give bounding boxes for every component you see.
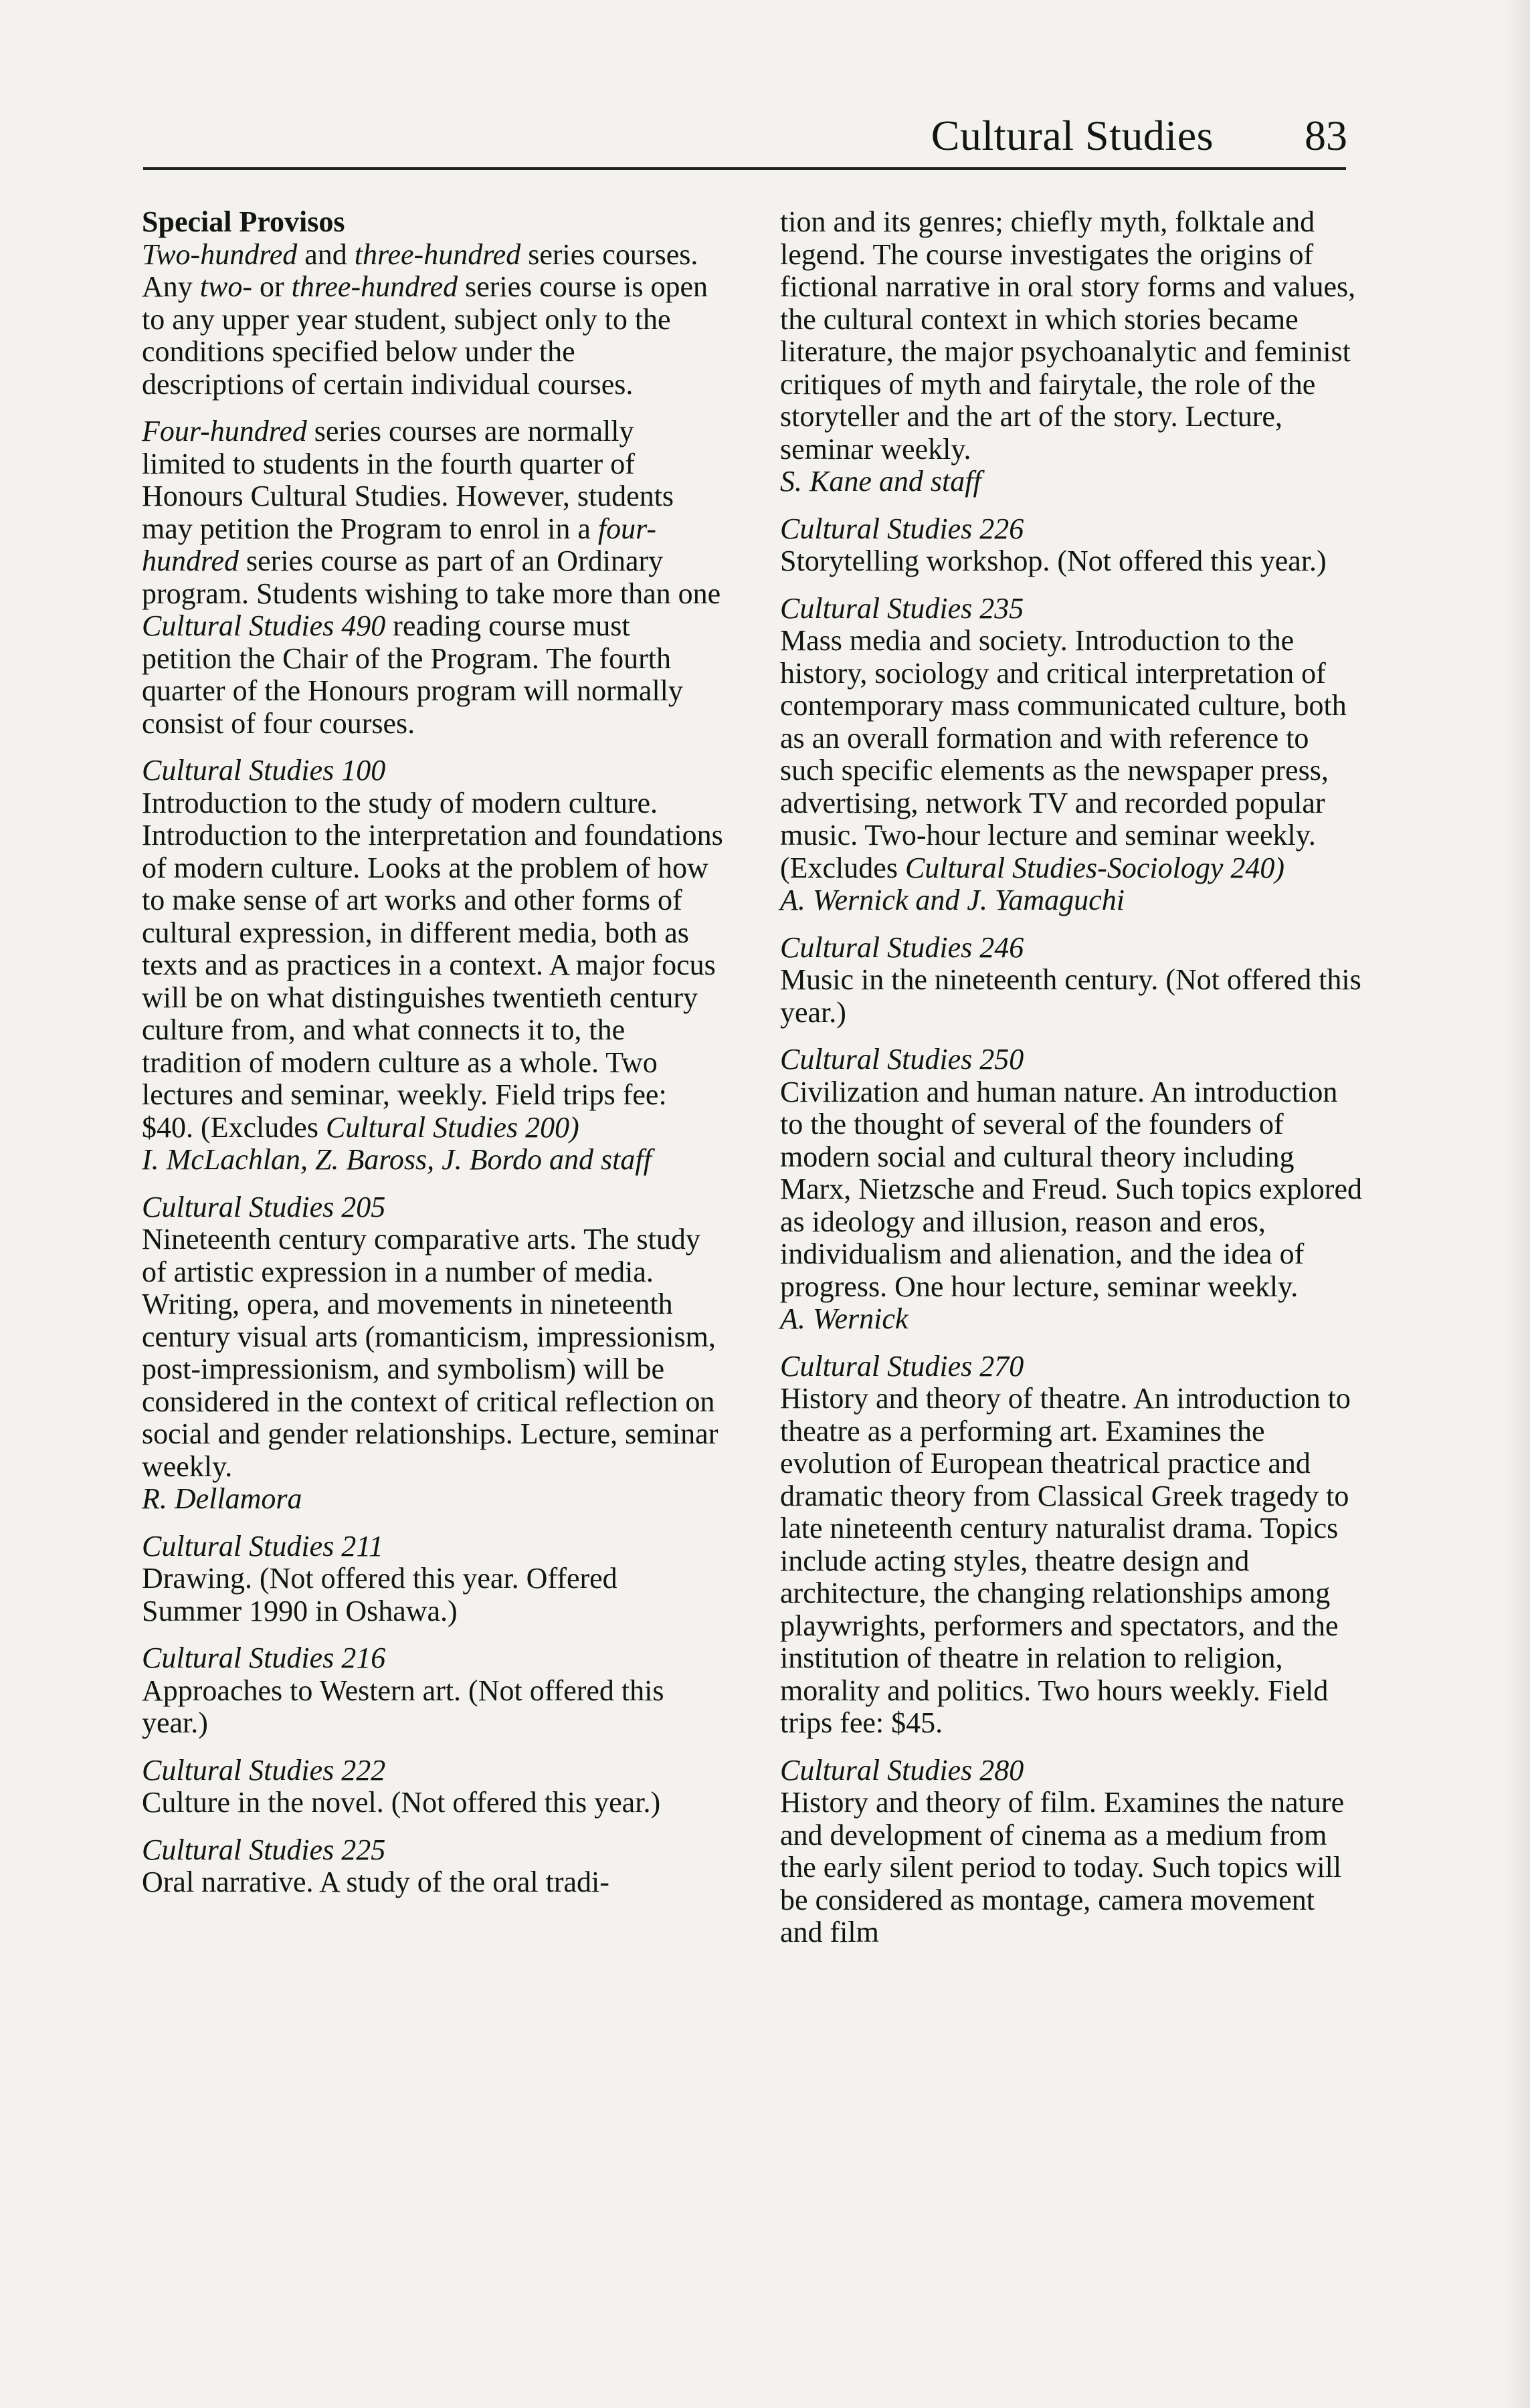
course-title: Cultural Studies 235 bbox=[780, 591, 1024, 625]
course-entry bbox=[142, 1834, 724, 1899]
special-provisos-heading: Special Provisos bbox=[142, 205, 345, 238]
course-description bbox=[142, 1787, 724, 1819]
course-description bbox=[780, 625, 1362, 884]
provisos-list bbox=[142, 239, 724, 740]
course-description bbox=[780, 1787, 1362, 1949]
text-run: Four-hundred bbox=[142, 415, 307, 447]
page-number: 83 bbox=[1305, 112, 1347, 159]
text-run: Cultural Studies 490 bbox=[142, 609, 386, 642]
text-run: History and theory of theatre. An introduction to theatre as a performing art. Examines the evolution of European theatrical practice and dramatic theory from Classical Greek tragedy to late nineteenth century naturalist drama. Topics include acting styles, theatre design and architecture, the changing relationships among playwrights, performers and spectators, and the institution of theatre in relation to religion, morality and politics. Two hours weekly. Field trips fee: $45. bbox=[780, 1382, 1351, 1739]
course-entry bbox=[142, 1642, 724, 1740]
course-description bbox=[780, 545, 1362, 578]
text-run: two- bbox=[199, 270, 253, 303]
text-run: Two-hundred bbox=[142, 237, 298, 271]
text-run: Culture in the novel. (Not offered this year.) bbox=[142, 1786, 661, 1819]
course-entry bbox=[142, 755, 724, 1177]
right-column bbox=[780, 206, 1362, 1949]
course-instructor: I. McLachlan, Z. Baross, J. Bordo and staff bbox=[142, 1143, 652, 1176]
course-title: Cultural Studies 226 bbox=[780, 512, 1024, 545]
section-title: Cultural Studies bbox=[931, 112, 1214, 159]
course-description bbox=[142, 1866, 724, 1899]
text-run: Mass media and society. Introduction to the history, sociology and critical interpretation of contemporary mass communicated culture, both as an overall formation and with reference to such specific elements as the newspaper press, advertising, network TV and recorded popular music. Two-hour lecture and seminar weekly. (Excludes bbox=[780, 624, 1347, 884]
course-entry bbox=[780, 1350, 1362, 1740]
text-run: Any bbox=[142, 270, 200, 303]
course-title: Cultural Studies 225 bbox=[142, 1833, 386, 1866]
text-run: series courses are normally limited to students in the fourth quarter of Honours Cultural Studies. However, students may petition the Program to enrol in a bbox=[142, 415, 674, 545]
text-run: four-hundred bbox=[142, 512, 656, 577]
course-entry bbox=[142, 1754, 724, 1819]
course-description bbox=[780, 1383, 1362, 1740]
course-title: Cultural Studies 246 bbox=[780, 930, 1024, 964]
course-title: Cultural Studies 216 bbox=[142, 1641, 386, 1674]
text-run: Approaches to Western art. (Not offered this year.) bbox=[142, 1674, 664, 1739]
page-edge-shadow bbox=[1503, 0, 1530, 2408]
left-column bbox=[142, 206, 724, 1899]
course-title: Cultural Studies 280 bbox=[780, 1753, 1024, 1787]
course-instructor: A. Wernick and J. Yamaguchi bbox=[780, 884, 1125, 916]
course-title: Cultural Studies 211 bbox=[142, 1529, 383, 1563]
text-run: Music in the nineteenth century. (Not offered this year.) bbox=[780, 963, 1361, 1029]
text-run: Introduction to the study of modern culture. Introduction to the interpretation and foundations of modern culture. Looks at the problem of how to make sense of art works and other forms of cultural expression, in different media, both as texts and as practices in a context. A major focus will be on what distinguishes twentieth century culture from, and what connects it to, the tradition of modern culture as a whole. Two lectures and seminar, weekly. Field trips fee: $40. (Excludes bbox=[142, 786, 723, 1144]
course-entry bbox=[780, 593, 1362, 917]
text-run: series courses. bbox=[520, 237, 698, 271]
proviso-paragraph bbox=[142, 239, 724, 272]
text-run: or bbox=[252, 270, 292, 303]
course-description bbox=[780, 964, 1362, 1029]
right-course-list bbox=[780, 513, 1362, 1949]
course-entry bbox=[780, 513, 1362, 578]
proviso-paragraph bbox=[142, 271, 724, 401]
continued-course-instructor: S. Kane and staff bbox=[780, 465, 981, 498]
course-instructor: R. Dellamora bbox=[142, 1482, 302, 1515]
course-entry bbox=[780, 1043, 1362, 1336]
course-description bbox=[142, 1223, 724, 1483]
text-run: series course as part of an Ordinary program. Students wishing to take more than one bbox=[142, 544, 721, 610]
text-run: History and theory of film. Examines the nature and development of cinema as a medium from the early silent period to today. Such topics will be considered as montage, camera movement and film bbox=[780, 1786, 1345, 1948]
running-head bbox=[143, 106, 1347, 173]
text-run: Cultural Studies-Sociology 240) bbox=[904, 851, 1284, 884]
text-run: and bbox=[297, 237, 355, 271]
continued-course-description: tion and its genres; chiefly myth, folktale and legend. The course investigates the origins of fictional narrative in oral story forms and values, the cultural context in which stories became literature, the major psychoanalytic and feminist critiques of myth and fairytale, the role of the storyteller and the art of the story. Lecture, seminar weekly. bbox=[780, 205, 1356, 466]
text-run: Storytelling workshop. (Not offered this year.) bbox=[780, 544, 1327, 577]
course-entry bbox=[780, 1754, 1362, 1949]
course-title: Cultural Studies 205 bbox=[142, 1190, 386, 1223]
text-run: Civilization and human nature. An introduction to the thought of several of the founders of modern social and cultural theory including Marx, Nietzsche and Freud. Such topics explored as ideology and illusion, reason and eros, individualism and alienation, and the idea of progress. One hour lecture, seminar weekly. bbox=[780, 1075, 1362, 1303]
course-title: Cultural Studies 222 bbox=[142, 1753, 386, 1787]
course-description bbox=[142, 1563, 724, 1627]
course-description bbox=[142, 1675, 724, 1740]
course-title: Cultural Studies 270 bbox=[780, 1349, 1024, 1383]
course-title: Cultural Studies 100 bbox=[142, 754, 386, 787]
text-run: series course is open to any upper year student, subject only to the conditions specified below under the descriptions of certain individual courses. bbox=[142, 270, 708, 401]
course-description bbox=[780, 1076, 1362, 1304]
course-entry bbox=[142, 1530, 724, 1628]
course-description bbox=[142, 787, 724, 1144]
course-entry bbox=[780, 932, 1362, 1029]
text-run: reading course must petition the Chair of the Program. The fourth quarter of the Honours program will normally consist of four courses. bbox=[142, 609, 683, 740]
text-run: three-hundred bbox=[354, 237, 521, 271]
left-course-list bbox=[142, 755, 724, 1899]
course-title: Cultural Studies 250 bbox=[780, 1043, 1024, 1076]
text-run: Nineteenth century comparative arts. The study of artistic expression in a number of media. Writing, opera, and movements in nineteenth century visual arts (romanticism, impressionism, post-impressionism, and symbolism) will be considered in the context of critical reflection on social and gender relationships. Lecture, seminar weekly. bbox=[142, 1223, 719, 1483]
header-rule bbox=[143, 167, 1346, 170]
text-run: Oral narrative. A study of the oral tradi- bbox=[142, 1866, 609, 1898]
course-instructor: A. Wernick bbox=[780, 1302, 909, 1335]
text-run: three-hundred bbox=[291, 270, 458, 303]
proviso-paragraph bbox=[142, 415, 724, 740]
course-entry bbox=[142, 1191, 724, 1516]
text-run: Drawing. (Not offered this year. Offered Summer 1990 in Oshawa.) bbox=[142, 1562, 617, 1627]
text-run: Cultural Studies 200) bbox=[325, 1110, 579, 1144]
